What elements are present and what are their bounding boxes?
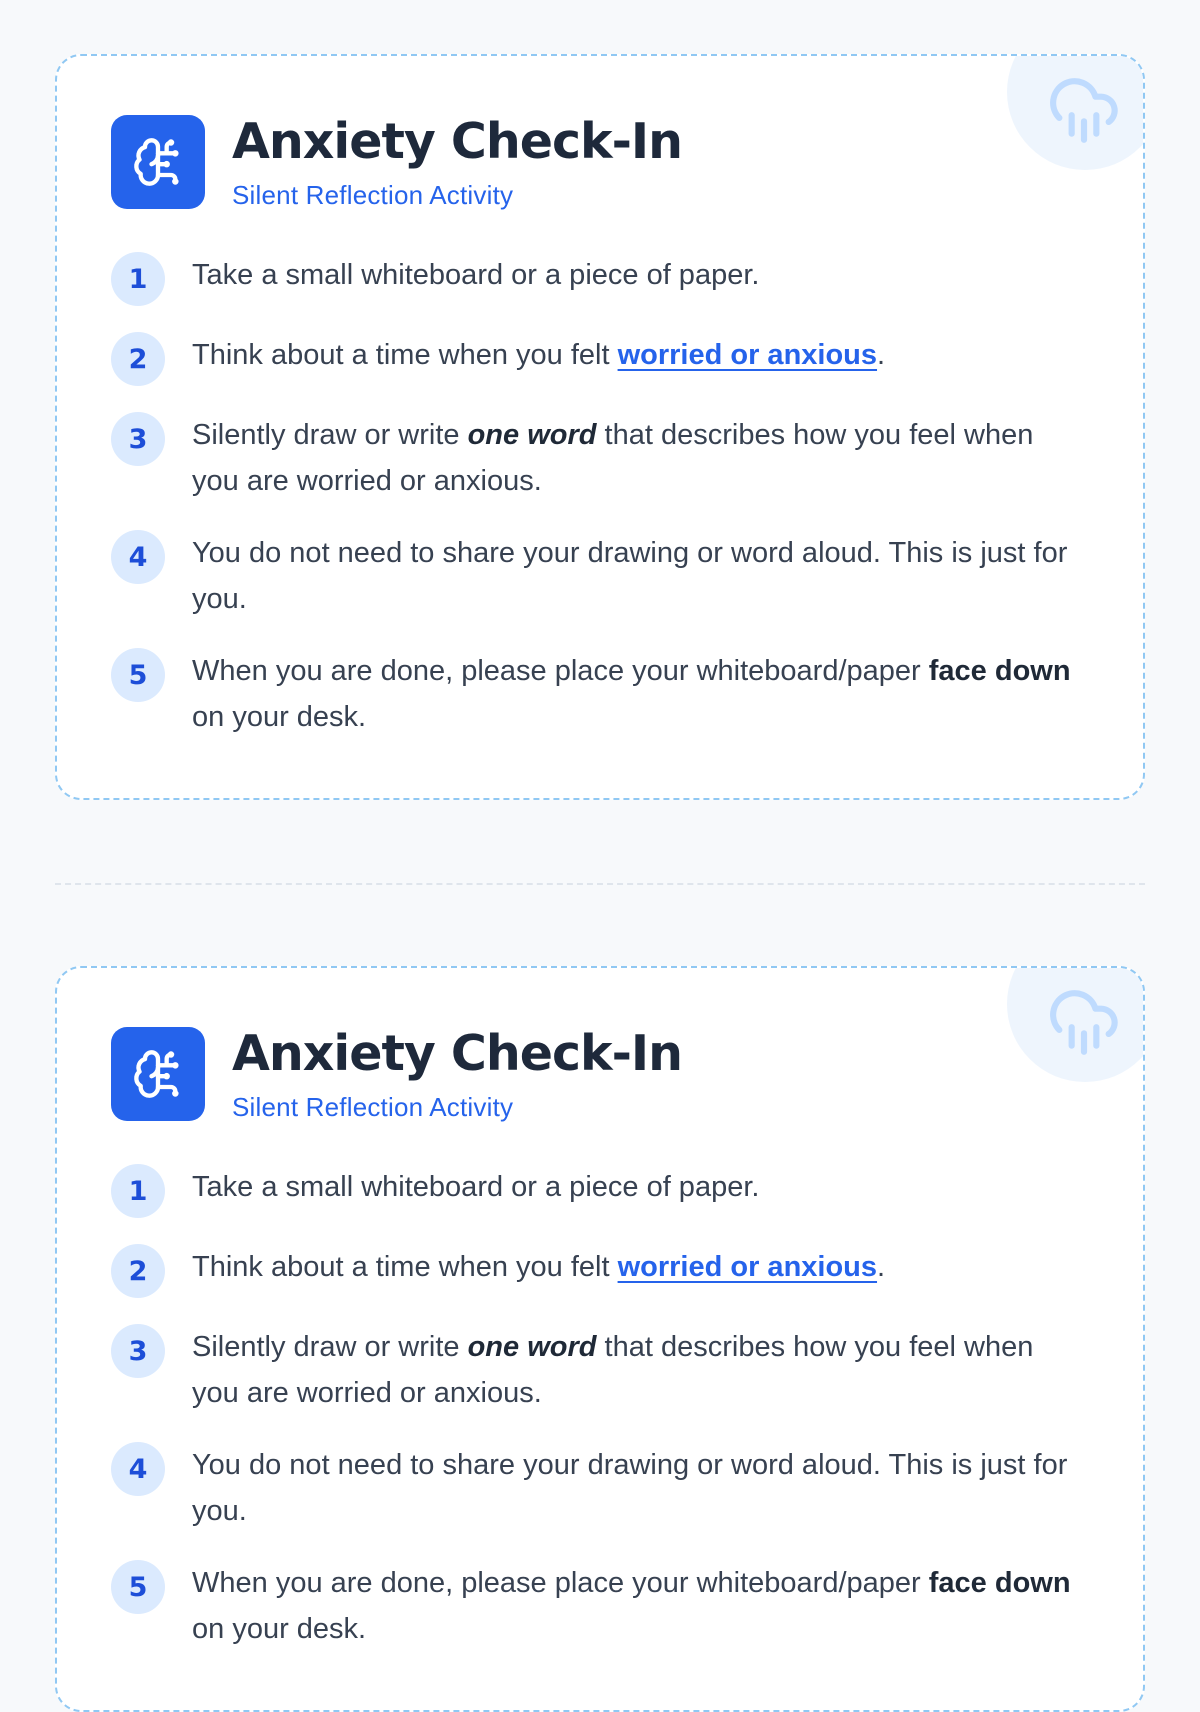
steps-list — [111, 252, 1083, 766]
worried-or-anxious-link[interactable]: worried or anxious — [617, 339, 878, 371]
step-text: You do not need to share your drawing or word aloud. This is just for you. — [192, 537, 1068, 615]
step-number: 2 — [111, 1244, 165, 1298]
brain-icon — [132, 136, 184, 188]
step-text: When you are done, please place your whiteboard/paper face down on your desk. — [192, 655, 1071, 733]
decorative-circle — [1007, 966, 1145, 1082]
activity-card — [55, 54, 1145, 800]
brain-icon — [132, 1048, 184, 1100]
step-item — [111, 530, 1083, 622]
step-number: 5 — [111, 1560, 165, 1614]
step-text: Think about a time when you felt worried or anxious. — [192, 339, 886, 371]
card-header — [111, 1027, 682, 1123]
step-item — [111, 1324, 1083, 1416]
cloud-rain-icon — [1047, 984, 1121, 1058]
step-item — [111, 1560, 1083, 1652]
step-number: 5 — [111, 648, 165, 702]
card-title: Anxiety Check-In — [232, 113, 683, 170]
card-subtitle: Silent Reflection Activity — [232, 180, 514, 210]
step-text: You do not need to share your drawing or word aloud. This is just for you. — [192, 1449, 1068, 1527]
step-number: 3 — [111, 412, 165, 466]
divider — [55, 883, 1145, 885]
emphasis-face-down: face down — [928, 655, 1071, 687]
step-text: Silently draw or write one word that describes how you feel when you are worried or anxious. — [192, 419, 1034, 497]
step-item — [111, 412, 1083, 504]
step-item — [111, 1164, 1083, 1218]
step-text: Think about a time when you felt worried or anxious. — [192, 1251, 886, 1283]
step-number: 1 — [111, 252, 165, 306]
step-item — [111, 648, 1083, 740]
card-subtitle: Silent Reflection Activity — [232, 1092, 514, 1122]
step-number: 1 — [111, 1164, 165, 1218]
cloud-rain-icon — [1047, 72, 1121, 146]
step-item — [111, 1442, 1083, 1534]
activity-card — [55, 966, 1145, 1712]
step-number: 4 — [111, 1442, 165, 1496]
step-item — [111, 1244, 1083, 1298]
decorative-circle — [1007, 54, 1145, 170]
step-number: 2 — [111, 332, 165, 386]
step-number: 4 — [111, 530, 165, 584]
brain-badge — [111, 115, 205, 209]
emphasis-one-word: one word — [467, 1331, 597, 1363]
step-text: Take a small whiteboard or a piece of paper. — [192, 259, 760, 291]
emphasis-one-word: one word — [467, 419, 597, 451]
card-title: Anxiety Check-In — [232, 1025, 683, 1082]
steps-list — [111, 1164, 1083, 1678]
step-text: Silently draw or write one word that describes how you feel when you are worried or anxious. — [192, 1331, 1034, 1409]
brain-badge — [111, 1027, 205, 1121]
step-text: When you are done, please place your whiteboard/paper face down on your desk. — [192, 1567, 1071, 1645]
step-text: Take a small whiteboard or a piece of paper. — [192, 1171, 760, 1203]
card-header — [111, 115, 682, 211]
emphasis-face-down: face down — [928, 1567, 1071, 1599]
step-item — [111, 332, 1083, 386]
step-item — [111, 252, 1083, 306]
step-number: 3 — [111, 1324, 165, 1378]
worried-or-anxious-link[interactable]: worried or anxious — [617, 1251, 878, 1283]
